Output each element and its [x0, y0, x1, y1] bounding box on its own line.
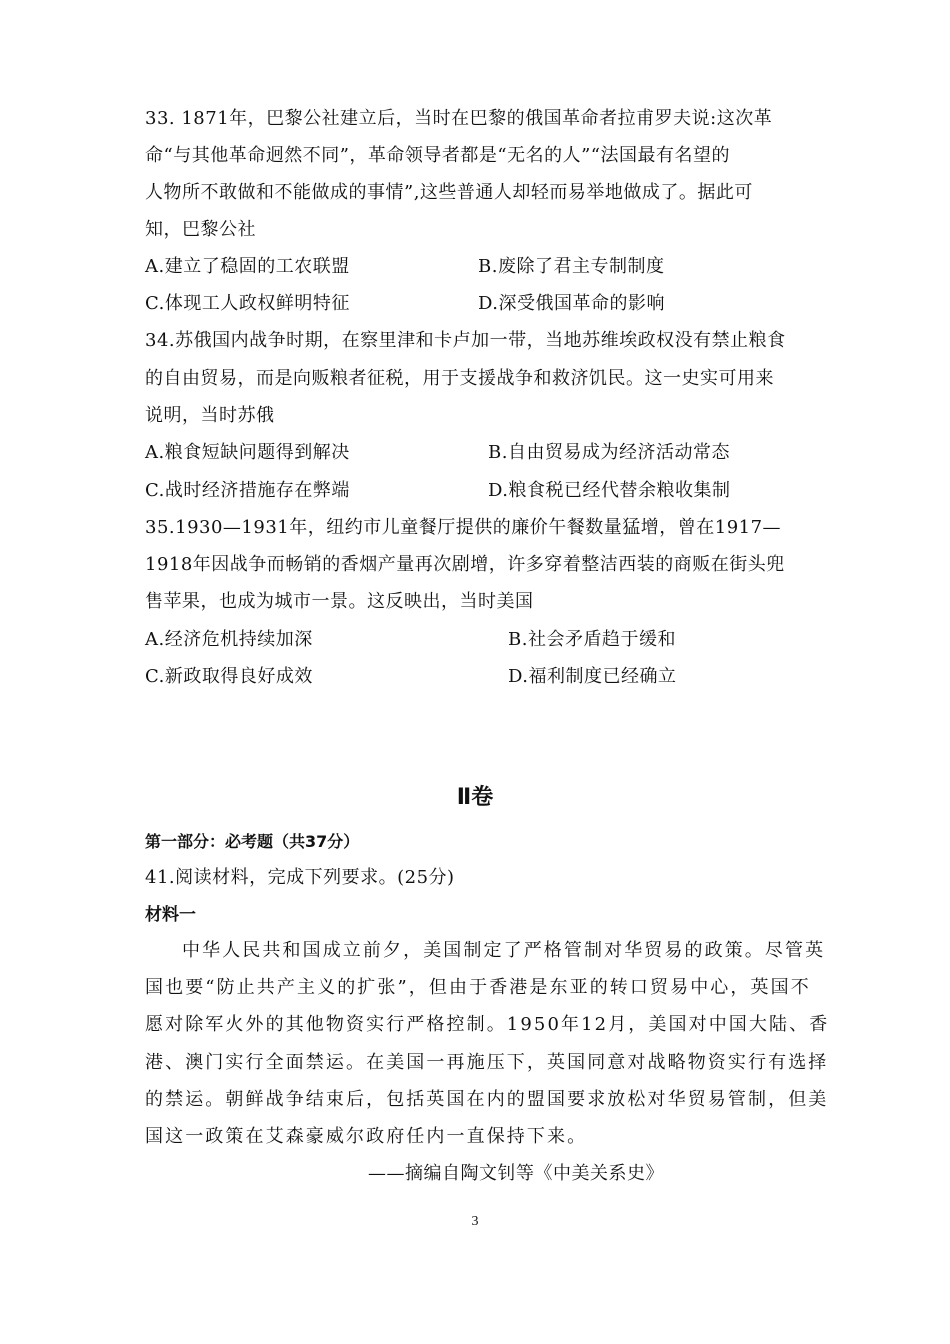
q34-option-c: C.战时经济措施存在弊端: [145, 480, 350, 501]
material-line-3: 愿对除军火外的其他物资实行严格控制。1950年12月，美国对中国大陆、香: [145, 1014, 830, 1035]
material-line-5: 的禁运。朝鲜战争结束后，包括英国在内的盟国要求放松对华贸易管制，但美: [145, 1089, 829, 1110]
material-line-2: 国也要“防止共产主义的扩张”，但由于香港是东亚的转口贸易中心，英国不: [145, 977, 811, 998]
material-line-4: 港、澳门实行全面禁运。在美国一再施压下，英国同意对战略物资实行有选择: [145, 1052, 829, 1073]
material-source: ——摘编自陶文钊等《中美关系史》: [368, 1163, 664, 1184]
q34-line-1: 34.苏俄国内战争时期，在察里津和卡卢加一带，当地苏维埃政权没有禁止粮食: [145, 330, 786, 351]
q35-option-b: B.社会矛盾趋于缓和: [508, 629, 676, 650]
q35-option-c: C.新政取得良好成效: [145, 666, 313, 687]
material-title: 材料一: [145, 905, 196, 925]
q34-line-2: 的自由贸易，而是向贩粮者征税，用于支援战争和救济饥民。这一史实可用来: [145, 368, 774, 389]
material-line-6: 国这一政策在艾森豪威尔政府任内一直保持下来。: [145, 1126, 588, 1147]
page-number: 3: [471, 1214, 479, 1229]
q34-line-3: 说明，当时苏俄: [145, 405, 275, 426]
q33-option-a: A.建立了稳固的工农联盟: [145, 256, 350, 277]
q33-line-4: 知，巴黎公社: [145, 219, 256, 240]
q35-line-1: 35.1930—1931年，纽约市儿童餐厅提供的廉价午餐数量猛增，曾在1917—: [145, 517, 782, 538]
q33-option-b: B.废除了君主专制制度: [478, 256, 665, 277]
q35-option-d: D.福利制度已经确立: [508, 666, 677, 687]
q33-line-1: 33. 1871年，巴黎公社建立后，当时在巴黎的俄国革命者拉甫罗夫说:这次革: [145, 108, 773, 129]
q35-line-2: 1918年因战争而畅销的香烟产量再次剧增，许多穿着整洁西装的商贩在街头兜: [145, 554, 785, 575]
q33-line-3: 人物所不敢做和不能做成的事情”,这些普通人却轻而易举地做成了。据此可: [145, 182, 753, 203]
section-title: Ⅱ卷: [456, 785, 494, 810]
q34-option-d: D.粮食税已经代替余粮收集制: [488, 480, 731, 501]
q33-line-2: 命“与其他革命迥然不同”，革命领导者都是“无名的人”“法国最有名望的: [145, 145, 731, 166]
q35-option-a: A.经济危机持续加深: [145, 629, 313, 650]
part-title: 第一部分：必考题（共37分）: [145, 832, 360, 851]
q41-prompt: 41.阅读材料，完成下列要求。(25分): [145, 867, 455, 888]
material-line-1: 中华人民共和国成立前夕，美国制定了严格管制对华贸易的政策。尽管英: [182, 940, 826, 961]
q33-option-d: D.深受俄国革命的影响: [478, 293, 666, 314]
q34-option-a: A.粮食短缺问题得到解决: [145, 442, 350, 463]
q34-option-b: B.自由贸易成为经济活动常态: [488, 442, 730, 463]
q35-line-3: 售苹果，也成为城市一景。这反映出，当时美国: [145, 591, 534, 612]
q33-option-c: C.体现工人政权鲜明特征: [145, 293, 350, 314]
